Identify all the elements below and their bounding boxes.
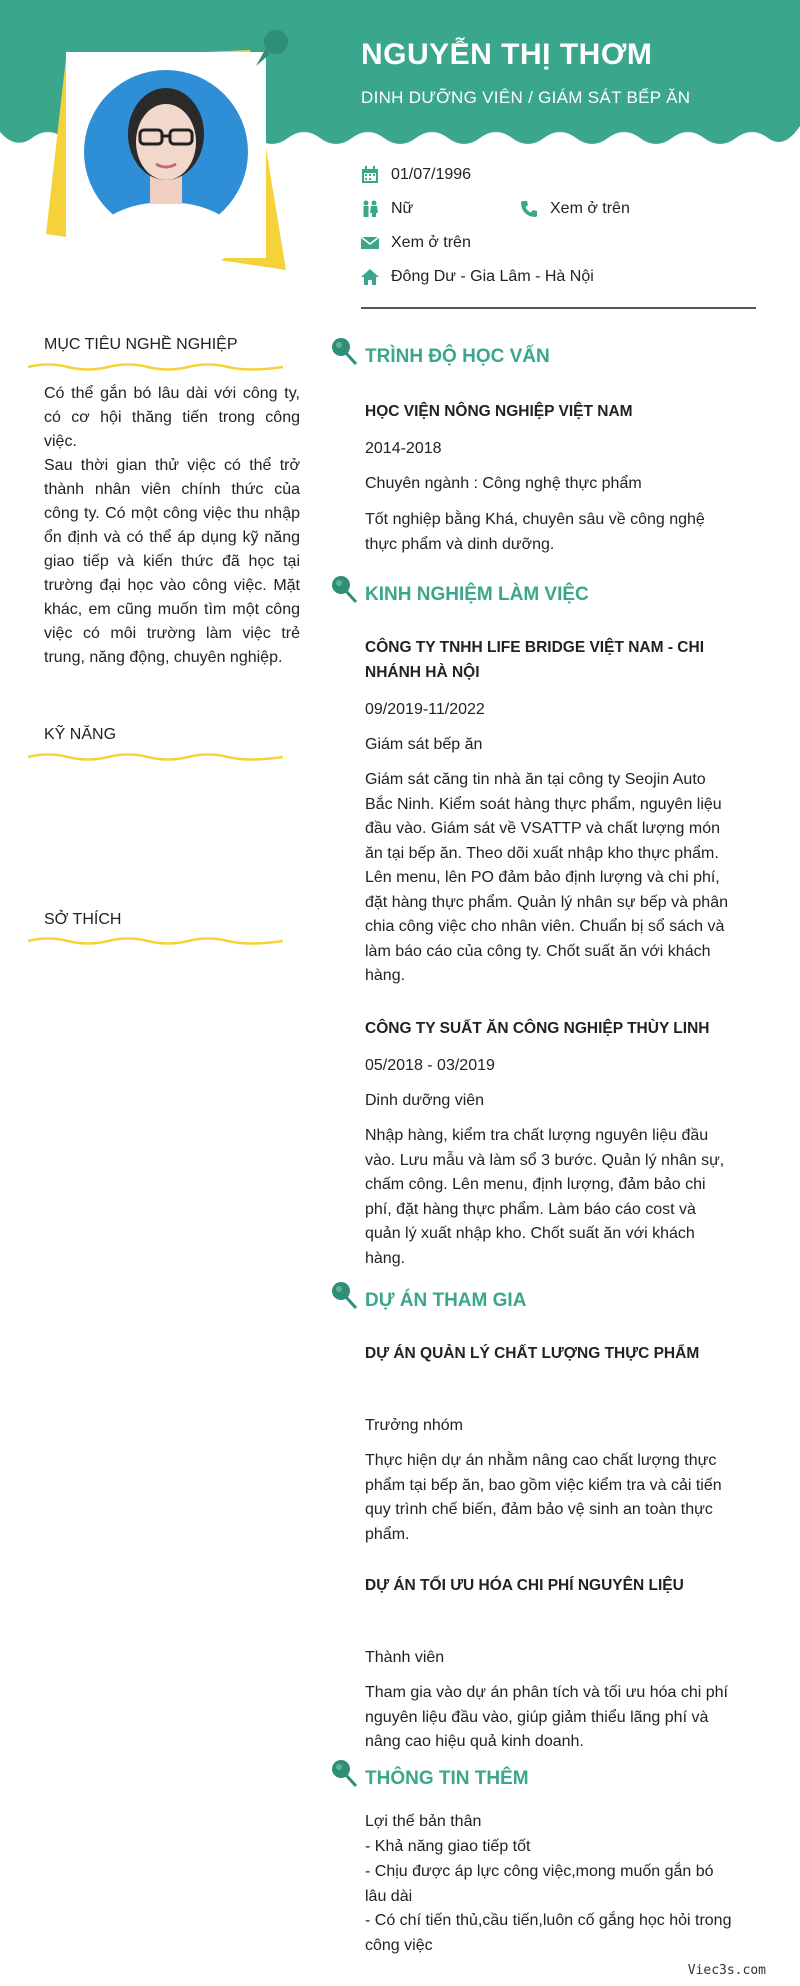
contact-dob: 01/07/1996 (361, 166, 471, 184)
job-role: Giám sát bếp ăn (365, 736, 483, 753)
candidate-name: NGUYỄN THỊ THƠM (361, 38, 653, 71)
education-desc: Tốt nghiệp bằng Khá, chuyên sâu về công nghệ thực phẩm và dinh dưỡng. (365, 511, 705, 553)
objective-underline (28, 360, 283, 374)
project-name: DỰ ÁN QUẢN LÝ CHẤT LƯỢNG THỰC PHẨM (365, 1345, 700, 1362)
job-period: 09/2019-11/2022 (365, 701, 485, 718)
objective-text: Có thể gắn bó lâu dài với công ty, có cơ hội thăng tiến trong công việc. Sau thời gian thử việc có thể trở thành nhân viên chính thức của công ty. Có một công việc thu nhập ổn định và có thể áp dụng kỹ năng giao tiếp và kiến thức đã học tại trường đại học vào công việc. Mặt khác, em cũng muốn tìm một công việc có môi trường làm việc trẻ trung, năng động, chuyên nghiệp. (44, 385, 300, 666)
education-major: Chuyên ngành : Công nghệ thực phẩm (365, 475, 642, 492)
contact-address: Đông Dư - Gia Lâm - Hà Nội (361, 268, 594, 286)
additional-line: - Chịu được áp lực công việc,mong muốn gắn bó lâu dài (365, 1863, 714, 1905)
education-title: TRÌNH ĐỘ HỌC VẤN (365, 346, 550, 367)
job-desc: Giám sát căng tin nhà ăn tại công ty Seojin Auto Bắc Ninh. Kiểm soát hàng thực phẩm, nguyên liệu đầu vào. Giám sát về VSATTP và chất lượng món ăn tại bếp ăn. Theo dõi xuất nhập kho thực phẩm. Lên menu, lên PO đảm bảo định lượng và chi phí, đặt hàng thực phẩm. Quản lý nhân sự bếp và phân chia công việc cho nhân viên. Chuẩn bị sổ sách và làm báo cáo của công ty. Chốt suất ăn với khách hàng. (365, 771, 728, 984)
project-role: Trưởng nhóm (365, 1417, 463, 1434)
gender-icon (361, 200, 379, 218)
pin-icon (328, 574, 358, 604)
skills-underline (28, 750, 283, 764)
project-role: Thành viên (365, 1649, 445, 1666)
additional-title: THÔNG TIN THÊM (365, 1768, 529, 1789)
contact-gender: Nữ (361, 200, 413, 218)
job-period: 05/2018 - 03/2019 (365, 1057, 495, 1074)
job-desc: Nhập hàng, kiểm tra chất lượng nguyên liệu đầu vào. Lưu mẫu và làm sổ 3 bước. Quản lý nhân sự, chấm công. Lên menu, định lượng, đảm bảo chi phí, đặt hàng thực phẩm. Làm báo cáo cost và quản lý xuất nhập kho. Chốt suất ăn với khách hàng. (365, 1127, 725, 1267)
experience-title: KINH NGHIỆM LÀM VIỆC (365, 584, 589, 605)
job-company: CÔNG TY SUẤT ĂN CÔNG NGHIỆP THÙY LINH (365, 1020, 710, 1037)
additional-line: Lợi thế bản thân (365, 1813, 482, 1830)
calendar-icon (361, 166, 379, 184)
pin-icon (256, 30, 288, 66)
pin-icon (328, 1758, 358, 1788)
project-desc: Tham gia vào dự án phân tích và tối ưu hóa chi phí nguyên liệu đầu vào, giúp giảm thiểu lãng phí và nâng cao hiệu quả kinh doanh. (365, 1684, 728, 1750)
contact-phone: Xem ở trên (520, 200, 630, 218)
hobbies-underline (28, 934, 283, 948)
avatar-frame (0, 0, 300, 280)
job-company: CÔNG TY TNHH LIFE BRIDGE VIỆT NAM - CHI NHÁNH HÀ NỘI (365, 639, 704, 681)
home-icon (361, 268, 379, 286)
skills-title: KỸ NĂNG (44, 726, 117, 743)
pin-icon (328, 1280, 358, 1310)
phone-icon (520, 200, 538, 218)
project-name: DỰ ÁN TỐI ƯU HÓA CHI PHÍ NGUYÊN LIỆU (365, 1577, 684, 1594)
education-period: 2014-2018 (365, 440, 442, 457)
job-title: DINH DƯỠNG VIÊN / GIÁM SÁT BẾP ĂN (361, 88, 691, 107)
contact-email: Xem ở trên (361, 234, 471, 252)
footer-brand: Viec3s.com (687, 1963, 766, 1978)
pin-icon (328, 336, 358, 366)
project-desc: Thực hiện dự án nhằm nâng cao chất lượng thực phẩm tại bếp ăn, bao gồm việc kiểm tra và cải tiến quy trình chế biến, đảm bảo vệ sinh an toàn thực phẩm. (365, 1452, 722, 1543)
objective-title: MỤC TIÊU NGHỀ NGHIỆP (44, 336, 238, 353)
contact-divider (361, 307, 756, 309)
hobbies-title: SỞ THÍCH (44, 911, 122, 928)
additional-line: - Có chí tiến thủ,cầu tiến,luôn cố gắng học hỏi trong công việc (365, 1912, 732, 1954)
email-icon (361, 234, 379, 252)
job-role: Dinh dưỡng viên (365, 1092, 485, 1109)
projects-title: DỰ ÁN THAM GIA (365, 1290, 527, 1311)
additional-line: - Khả năng giao tiếp tốt (365, 1838, 531, 1855)
education-school: HỌC VIỆN NÔNG NGHIỆP VIỆT NAM (365, 403, 633, 420)
